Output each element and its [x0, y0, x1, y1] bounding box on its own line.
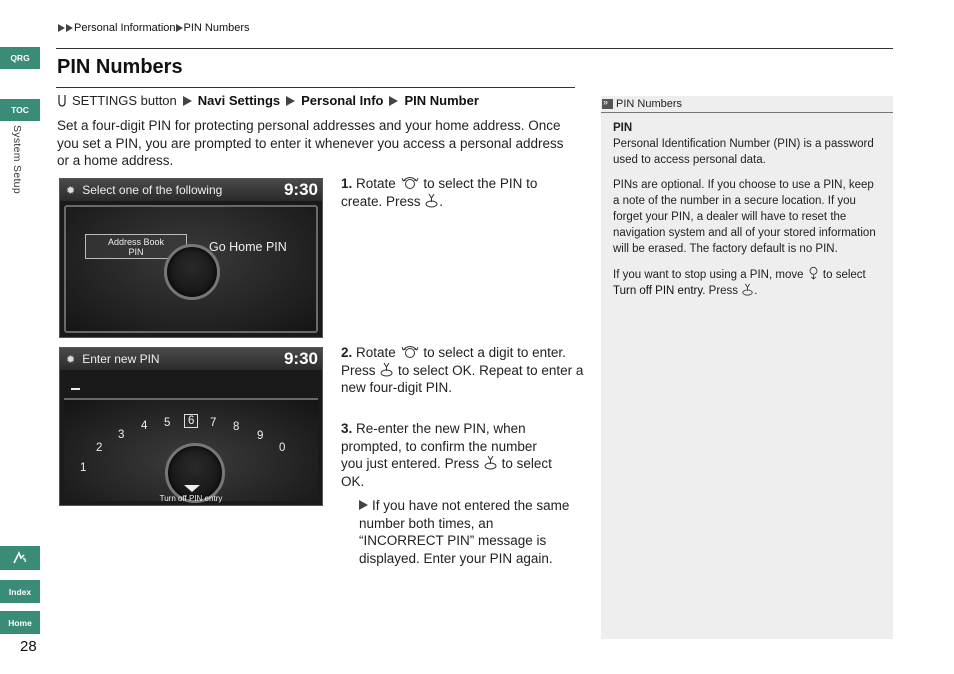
qrg-tab-label: QRG: [10, 53, 30, 63]
home-tab[interactable]: [0, 611, 40, 634]
sidebar-notes: [601, 96, 893, 639]
digit-4[interactable]: 4: [141, 420, 148, 432]
digit-5[interactable]: 5: [164, 417, 171, 429]
step-text: .: [439, 193, 444, 209]
settings-button-icon: [57, 94, 67, 108]
index-tab[interactable]: [0, 580, 40, 603]
pin-entry-cursor: [71, 388, 80, 390]
title-divider: [56, 87, 575, 88]
digit-1[interactable]: 1: [80, 462, 87, 474]
breadcrumb-arrow-icon: [176, 24, 183, 32]
digit-6-selected[interactable]: 6: [184, 414, 198, 428]
step-number: 2.: [341, 345, 353, 360]
step-1: [341, 174, 561, 210]
step-text: to select a digit to enter. Press: [341, 345, 566, 378]
rotate-dial-icon: [400, 343, 420, 360]
step-3: [341, 420, 561, 490]
breadcrumb-personal-information[interactable]: Personal Information: [74, 22, 176, 34]
path-pin-number: PIN Number: [404, 93, 479, 108]
breadcrumb-arrow-icon: [66, 24, 73, 32]
intro-paragraph: Set a four-digit PIN for protecting personal addresses and your home address. Once you set a PIN, you are prompted to enter it whenever you access a personal address or a home address.: [57, 118, 564, 168]
path-arrow-icon: [286, 96, 295, 106]
turn-off-pin-entry-option[interactable]: Turn off PIN entry: [159, 494, 223, 503]
sidebar-paragraph: PINs are optional. If you choose to use a PIN, keep a note of the number in a secure location. If you forget your PIN, a dealer will have to reset the navigation system and all of your stored information will be erased. The factory default is no PIN.: [613, 179, 876, 255]
press-dial-icon: [483, 455, 498, 470]
digit-9[interactable]: 9: [257, 430, 264, 442]
toc-tab-label: TOC: [11, 105, 29, 115]
sidebar-text: to select: [822, 269, 866, 281]
digit-3[interactable]: 3: [118, 429, 125, 441]
step-text: to select: [398, 362, 449, 378]
screen-header: [60, 179, 322, 201]
digit-2[interactable]: 2: [96, 442, 103, 454]
move-dial-down-icon: [807, 266, 820, 280]
sidebar-heading: [601, 96, 893, 113]
digit-7[interactable]: 7: [210, 417, 217, 429]
option-line: PIN: [128, 247, 144, 257]
breadcrumb-arrow-icon: [58, 24, 65, 32]
ok-label: OK: [341, 473, 361, 489]
sidebar-content: [601, 113, 893, 299]
screen-header-text: Enter new PIN: [82, 352, 160, 366]
double-arrow-icon: [602, 99, 613, 109]
note-text: If you have not entered the same number both times, an “INCORRECT PIN” message is displayed. Enter your PIN again.: [359, 498, 570, 566]
path-navi-settings: Navi Settings: [197, 93, 281, 108]
press-dial-icon: [741, 283, 754, 296]
path-arrow-icon: [389, 96, 398, 106]
arrow-down-icon: [184, 485, 200, 492]
sidebar-text: . Press: [702, 285, 739, 297]
path-arrow-icon: [183, 96, 192, 106]
page-number: 28: [20, 638, 37, 655]
sidebar-text: .: [754, 285, 758, 297]
gear-icon: ✹: [66, 353, 76, 366]
breadcrumb-pin-numbers: PIN Numbers: [183, 22, 250, 34]
sidebar-heading-text: PIN Numbers: [616, 98, 683, 110]
section-label: System Setup: [11, 125, 23, 194]
option-line: Address Book: [107, 237, 165, 247]
path-personal-info: Personal Info: [301, 93, 384, 108]
toc-tab[interactable]: [0, 99, 40, 121]
rotate-dial-icon: [400, 174, 420, 191]
step-text: Rotate: [356, 176, 396, 191]
voice-command-icon: [11, 550, 29, 566]
screen-enter-pin: [59, 347, 323, 506]
step-3-note: [359, 497, 577, 567]
index-tab-label: Index: [8, 586, 32, 597]
step-text: .: [360, 473, 365, 489]
digit-8[interactable]: 8: [233, 421, 240, 433]
gear-icon: ✹: [66, 184, 76, 197]
step-text: Rotate: [356, 345, 396, 360]
step-number: 3.: [341, 421, 353, 436]
step-text: to select the PIN to create. Press: [341, 176, 538, 209]
menu-path: [57, 93, 479, 108]
page-title: PIN Numbers: [57, 56, 183, 78]
sidebar-definition: Personal Identification Number (PIN) is a password used to access personal data.: [613, 138, 874, 166]
sidebar-paragraph-stop-pin: [613, 266, 881, 299]
digit-0[interactable]: 0: [279, 442, 286, 454]
step-2: [341, 343, 586, 397]
press-dial-icon: [379, 362, 394, 377]
clock: 9:30: [283, 180, 318, 199]
header-divider: [56, 48, 893, 49]
screen-header: [60, 348, 322, 370]
step-text: . Repeat to enter a new four-digit PIN.: [341, 362, 584, 395]
step-text: Re-enter the new PIN, when prompted, to confirm the number you just entered. Press: [341, 421, 537, 471]
path-prefix: SETTINGS button: [72, 93, 177, 108]
step-text: to select: [501, 456, 552, 471]
sidebar-text-bold: Turn off PIN entry: [613, 285, 703, 297]
go-home-pin-option[interactable]: Go Home PIN: [209, 240, 287, 254]
sidebar-text: If you want to stop using a PIN, move: [613, 269, 804, 281]
voice-command-tab[interactable]: [0, 546, 40, 570]
breadcrumb: [58, 22, 250, 34]
screen-header-text: Select one of the following: [82, 183, 223, 197]
clock: 9:30: [283, 349, 318, 368]
qrg-tab[interactable]: [0, 47, 40, 69]
step-number: 1.: [341, 176, 353, 191]
screen-select-pin: [59, 178, 323, 338]
home-tab-label: Home: [8, 617, 32, 628]
sidebar-term: PIN: [613, 122, 633, 134]
press-dial-icon: [424, 193, 439, 208]
note-arrow-icon: [359, 500, 368, 510]
ok-label: OK: [452, 362, 472, 378]
